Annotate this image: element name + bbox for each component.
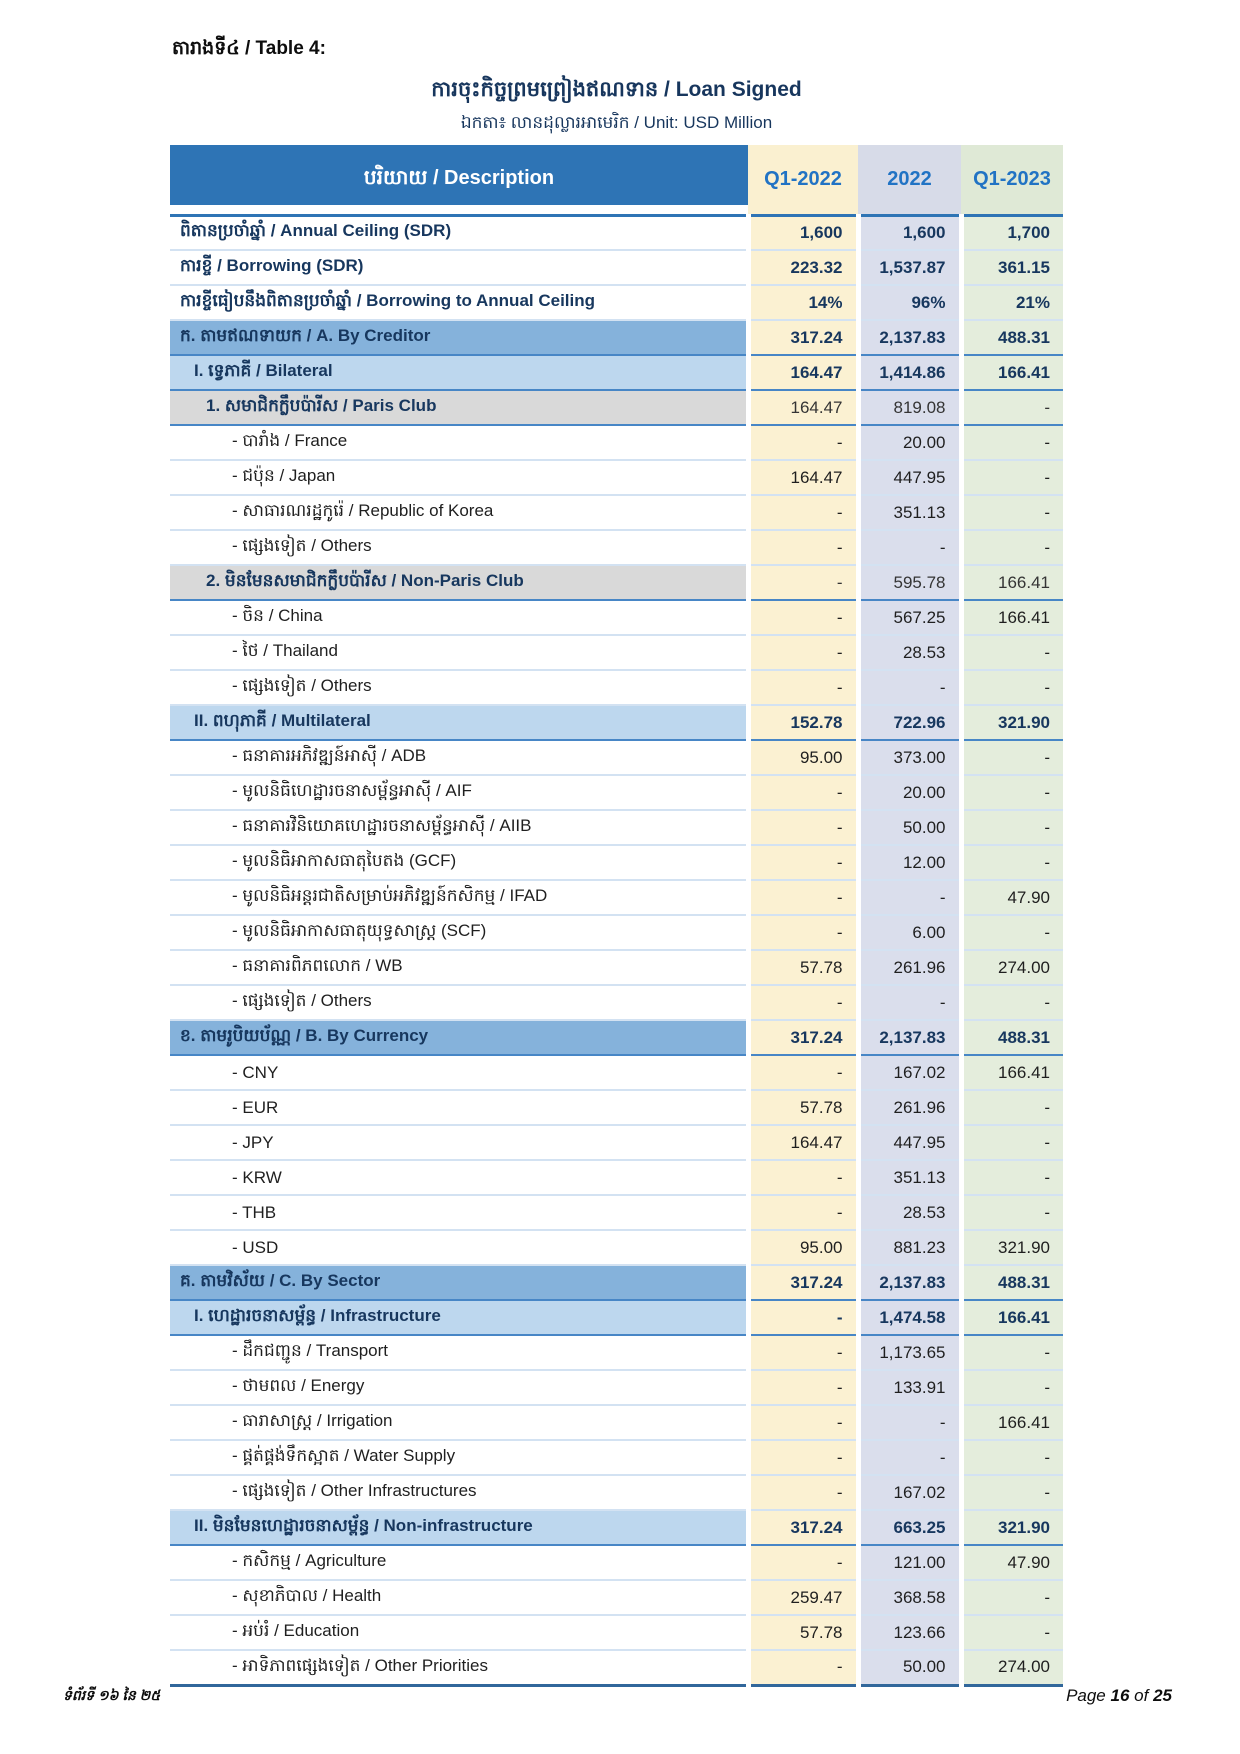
row-label: ក. តាមឥណទាយក / A. By Creditor — [170, 320, 748, 355]
value-cell: 317.24 — [748, 1265, 858, 1300]
value-cell: 95.00 — [748, 740, 858, 775]
value-cell: 722.96 — [858, 705, 961, 740]
value-cell: 96% — [858, 285, 961, 320]
value-cell: 152.78 — [748, 705, 858, 740]
value-cell: 1,537.87 — [858, 250, 961, 285]
row-label: II. ពហុភាគី / Multilateral — [170, 705, 748, 740]
value-cell: - — [748, 530, 858, 565]
row-label: - មូលនិធិហេដ្ឋារចនាសម្ព័ន្ធអាស៊ី / AIF — [170, 775, 748, 810]
table-row — [170, 600, 1063, 635]
value-cell: - — [961, 1335, 1063, 1370]
value-cell: - — [961, 1090, 1063, 1125]
value-cell: - — [748, 1300, 858, 1335]
value-cell: 47.90 — [961, 1545, 1063, 1580]
value-cell: 50.00 — [858, 810, 961, 845]
table-row — [170, 565, 1063, 600]
row-label: ពិតានប្រចាំឆ្នាំ / Annual Ceiling (SDR) — [170, 215, 748, 250]
value-cell: 488.31 — [961, 1265, 1063, 1300]
row-label: - ជប៉ុន / Japan — [170, 460, 748, 495]
header-description: បរិយាយ / Description — [170, 145, 748, 215]
value-cell: 164.47 — [748, 460, 858, 495]
value-cell: 567.25 — [858, 600, 961, 635]
row-label: - កសិកម្ម / Agriculture — [170, 1545, 748, 1580]
table-row — [170, 1405, 1063, 1440]
value-cell: - — [748, 1440, 858, 1475]
row-label: 1. សមាជិកក្លឹបប៉ារីស / Paris Club — [170, 390, 748, 425]
value-cell: - — [748, 1405, 858, 1440]
value-cell: - — [748, 1335, 858, 1370]
row-label: - ផ្សេងទៀត / Others — [170, 985, 748, 1020]
value-cell: - — [748, 880, 858, 915]
row-label: - មូលនិធិអន្តរជាតិសម្រាប់អភិវឌ្ឍន៍កសិកម្ម / IFAD — [170, 880, 748, 915]
table-row — [170, 1370, 1063, 1405]
value-cell: 223.32 — [748, 250, 858, 285]
table-row — [170, 355, 1063, 390]
value-cell: 447.95 — [858, 1125, 961, 1160]
table-row — [170, 460, 1063, 495]
row-label: - អាទិភាពផ្សេងទៀត / Other Priorities — [170, 1650, 748, 1685]
row-label: - ចិន / China — [170, 600, 748, 635]
header-q1-2023: Q1-2023 — [961, 145, 1063, 215]
value-cell: 166.41 — [961, 1405, 1063, 1440]
table-row — [170, 1160, 1063, 1195]
value-cell: 121.00 — [858, 1545, 961, 1580]
table-row — [170, 740, 1063, 775]
table-row — [170, 285, 1063, 320]
row-label: - សាធារណរដ្ឋកូរ៉េ / Republic of Korea — [170, 495, 748, 530]
row-label: - JPY — [170, 1125, 748, 1160]
value-cell: - — [748, 425, 858, 460]
value-cell: 261.96 — [858, 1090, 961, 1125]
value-cell: - — [748, 810, 858, 845]
value-cell: 2,137.83 — [858, 320, 961, 355]
table-row — [170, 880, 1063, 915]
row-label: - ផ្សេងទៀត / Other Infrastructures — [170, 1475, 748, 1510]
value-cell: - — [748, 985, 858, 1020]
value-cell: - — [748, 1195, 858, 1230]
value-cell: 321.90 — [961, 1510, 1063, 1545]
value-cell: - — [961, 1580, 1063, 1615]
row-label: - ថៃ / Thailand — [170, 635, 748, 670]
table-row — [170, 1650, 1063, 1685]
value-cell: 28.53 — [858, 635, 961, 670]
table-row — [170, 1615, 1063, 1650]
value-cell: 166.41 — [961, 600, 1063, 635]
table-row — [170, 1300, 1063, 1335]
row-label: - ផ្សេងទៀត / Others — [170, 670, 748, 705]
value-cell: - — [748, 1055, 858, 1090]
table-row — [170, 1440, 1063, 1475]
table-row — [170, 1545, 1063, 1580]
row-label: - បារាំង / France — [170, 425, 748, 460]
value-cell: 167.02 — [858, 1475, 961, 1510]
value-cell: 317.24 — [748, 1020, 858, 1055]
value-cell: - — [748, 565, 858, 600]
value-cell: 1,474.58 — [858, 1300, 961, 1335]
table-row — [170, 1020, 1063, 1055]
value-cell: 47.90 — [961, 880, 1063, 915]
table-row — [170, 425, 1063, 460]
value-cell: - — [858, 530, 961, 565]
loan-signed-table — [170, 145, 1063, 1687]
row-label: - ផ្គត់ផ្គង់ទឹកស្អាត / Water Supply — [170, 1440, 748, 1475]
table-row — [170, 1090, 1063, 1125]
value-cell: 1,600 — [748, 215, 858, 250]
value-cell: 321.90 — [961, 1230, 1063, 1265]
table-row — [170, 495, 1063, 530]
value-cell: - — [748, 1545, 858, 1580]
value-cell: 259.47 — [748, 1580, 858, 1615]
table-row — [170, 1580, 1063, 1615]
value-cell: - — [961, 1160, 1063, 1195]
value-cell: 57.78 — [748, 1615, 858, 1650]
value-cell: - — [961, 810, 1063, 845]
table-row — [170, 1475, 1063, 1510]
value-cell: 6.00 — [858, 915, 961, 950]
table-row — [170, 215, 1063, 250]
value-cell: 123.66 — [858, 1615, 961, 1650]
value-cell: 164.47 — [748, 390, 858, 425]
value-cell: 57.78 — [748, 1090, 858, 1125]
footer-page-number-english — [1066, 1686, 1172, 1706]
row-label: - THB — [170, 1195, 748, 1230]
value-cell: 488.31 — [961, 320, 1063, 355]
table-row — [170, 635, 1063, 670]
table-row — [170, 390, 1063, 425]
value-cell: 1,700 — [961, 215, 1063, 250]
value-cell: - — [858, 1405, 961, 1440]
value-cell: 1,414.86 — [858, 355, 961, 390]
value-cell: - — [961, 425, 1063, 460]
value-cell: 351.13 — [858, 1160, 961, 1195]
value-cell: - — [748, 1650, 858, 1685]
value-cell: 12.00 — [858, 845, 961, 880]
value-cell: - — [961, 495, 1063, 530]
row-label: ខ. តាមរូបិយប័ណ្ណ / B. By Currency — [170, 1020, 748, 1055]
value-cell: - — [858, 1440, 961, 1475]
value-cell: - — [961, 460, 1063, 495]
value-cell: - — [961, 1125, 1063, 1160]
value-cell: - — [748, 845, 858, 880]
value-cell: - — [961, 775, 1063, 810]
value-cell: 21% — [961, 285, 1063, 320]
value-cell: 2,137.83 — [858, 1020, 961, 1055]
footer-page-word: Page — [1066, 1686, 1106, 1705]
table-header-row — [170, 145, 1063, 215]
value-cell: 881.23 — [858, 1230, 961, 1265]
row-label: - ដឹកជញ្ជូន / Transport — [170, 1335, 748, 1370]
value-cell: 373.00 — [858, 740, 961, 775]
value-cell: - — [961, 1195, 1063, 1230]
value-cell: - — [961, 915, 1063, 950]
value-cell: 166.41 — [961, 1300, 1063, 1335]
value-cell: 317.24 — [748, 1510, 858, 1545]
table-row — [170, 1510, 1063, 1545]
row-label: II. មិនមែនហេដ្ឋារចនាសម្ព័ន្ធ / Non-infrastructure — [170, 1510, 748, 1545]
value-cell: 164.47 — [748, 355, 858, 390]
table-row — [170, 1125, 1063, 1160]
value-cell: - — [961, 670, 1063, 705]
value-cell: - — [961, 1440, 1063, 1475]
row-label: I. ទ្វេភាគី / Bilateral — [170, 355, 748, 390]
value-cell: 361.15 — [961, 250, 1063, 285]
value-cell: 95.00 — [748, 1230, 858, 1265]
value-cell: 321.90 — [961, 705, 1063, 740]
value-cell: 14% — [748, 285, 858, 320]
table-row — [170, 705, 1063, 740]
value-cell: - — [961, 740, 1063, 775]
row-label: - ផ្សេងទៀត / Others — [170, 530, 748, 565]
row-label: - ធនាគារអភិវឌ្ឍន៍អាស៊ី / ADB — [170, 740, 748, 775]
row-label: - KRW — [170, 1160, 748, 1195]
footer-page-number-khmer: ទំព័រទី ១៦ នៃ ២៥ — [63, 1687, 161, 1703]
value-cell: 166.41 — [961, 565, 1063, 600]
value-cell: 368.58 — [858, 1580, 961, 1615]
value-cell: - — [748, 1475, 858, 1510]
row-label: - CNY — [170, 1055, 748, 1090]
row-label: I. ហេដ្ឋារចនាសម្ព័ន្ធ / Infrastructure — [170, 1300, 748, 1335]
table-row — [170, 985, 1063, 1020]
value-cell: 1,600 — [858, 215, 961, 250]
value-cell: 274.00 — [961, 1650, 1063, 1685]
value-cell: - — [748, 600, 858, 635]
value-cell: 50.00 — [858, 1650, 961, 1685]
row-label: - USD — [170, 1230, 748, 1265]
value-cell: 28.53 — [858, 1195, 961, 1230]
row-label: - ធនាគារពិភពលោក / WB — [170, 950, 748, 985]
table-row — [170, 320, 1063, 355]
value-cell: - — [961, 985, 1063, 1020]
value-cell: - — [748, 1370, 858, 1405]
value-cell: 447.95 — [858, 460, 961, 495]
value-cell: 166.41 — [961, 355, 1063, 390]
value-cell: 317.24 — [748, 320, 858, 355]
value-cell: 595.78 — [858, 565, 961, 600]
value-cell: 488.31 — [961, 1020, 1063, 1055]
table-row — [170, 530, 1063, 565]
header-q1-2022: Q1-2022 — [748, 145, 858, 215]
value-cell: - — [858, 670, 961, 705]
row-label: - អប់រំ / Education — [170, 1615, 748, 1650]
value-cell: - — [858, 985, 961, 1020]
table-row — [170, 810, 1063, 845]
row-label: - ធារាសាស្ត្រ / Irrigation — [170, 1405, 748, 1440]
row-label: - ធនាគារវិនិយោគហេដ្ឋារចនាសម្ព័ន្ធអាស៊ី / AIIB — [170, 810, 748, 845]
value-cell: 274.00 — [961, 950, 1063, 985]
value-cell: - — [748, 915, 858, 950]
value-cell: 167.02 — [858, 1055, 961, 1090]
value-cell: 663.25 — [858, 1510, 961, 1545]
value-cell: - — [961, 1475, 1063, 1510]
value-cell: 819.08 — [858, 390, 961, 425]
value-cell: - — [748, 635, 858, 670]
row-label: គ. តាមវិស័យ / C. By Sector — [170, 1265, 748, 1300]
value-cell: - — [961, 530, 1063, 565]
value-cell: 164.47 — [748, 1125, 858, 1160]
value-cell: 20.00 — [858, 425, 961, 460]
value-cell: - — [858, 880, 961, 915]
value-cell: - — [748, 775, 858, 810]
row-label: ការខ្ចីធៀបនឹងពិតានប្រចាំឆ្នាំ / Borrowing to Annual Ceiling — [170, 285, 748, 320]
row-label: - មូលនិធិអាកាសធាតុយុទ្ធសាស្ត្រ (SCF) — [170, 915, 748, 950]
table-row — [170, 950, 1063, 985]
header-2022: 2022 — [858, 145, 961, 215]
table-row — [170, 670, 1063, 705]
table-number-label: តារាងទី៤ / Table 4: — [172, 38, 326, 59]
row-label: - មូលនិធិអាកាសធាតុបៃតង (GCF) — [170, 845, 748, 880]
table-row — [170, 1335, 1063, 1370]
unit-label: ឯកតា៖ លានដុល្លារអាមេរិក / Unit: USD Million — [460, 113, 773, 132]
table-row — [170, 775, 1063, 810]
value-cell: - — [961, 1615, 1063, 1650]
value-cell: 261.96 — [858, 950, 961, 985]
value-cell: - — [961, 1370, 1063, 1405]
row-label: - សុខាភិបាល / Health — [170, 1580, 748, 1615]
row-label: ការខ្ចី / Borrowing (SDR) — [170, 250, 748, 285]
table-row — [170, 1195, 1063, 1230]
value-cell: - — [748, 495, 858, 530]
value-cell: - — [961, 390, 1063, 425]
value-cell: - — [961, 845, 1063, 880]
value-cell: - — [748, 670, 858, 705]
page-title: ការចុះកិច្ចព្រមព្រៀងឥណទាន / Loan Signed — [431, 78, 802, 101]
value-cell: 2,137.83 — [858, 1265, 961, 1300]
value-cell: 20.00 — [858, 775, 961, 810]
table-row — [170, 1265, 1063, 1300]
value-cell: 57.78 — [748, 950, 858, 985]
value-cell: 166.41 — [961, 1055, 1063, 1090]
table-row — [170, 845, 1063, 880]
footer-of-word: of — [1134, 1686, 1149, 1705]
table-row — [170, 1230, 1063, 1265]
footer-current-page: 16 — [1110, 1686, 1130, 1705]
row-label: - ថាមពល / Energy — [170, 1370, 748, 1405]
value-cell: - — [748, 1160, 858, 1195]
value-cell: - — [961, 635, 1063, 670]
table-row — [170, 250, 1063, 285]
value-cell: 133.91 — [858, 1370, 961, 1405]
row-label: 2. មិនមែនសមាជិកក្លឹបប៉ារីស / Non-Paris Club — [170, 565, 748, 600]
row-label: - EUR — [170, 1090, 748, 1125]
footer-total-pages: 25 — [1153, 1686, 1172, 1705]
value-cell: 351.13 — [858, 495, 961, 530]
table-row — [170, 915, 1063, 950]
table-row — [170, 1055, 1063, 1090]
value-cell: 1,173.65 — [858, 1335, 961, 1370]
